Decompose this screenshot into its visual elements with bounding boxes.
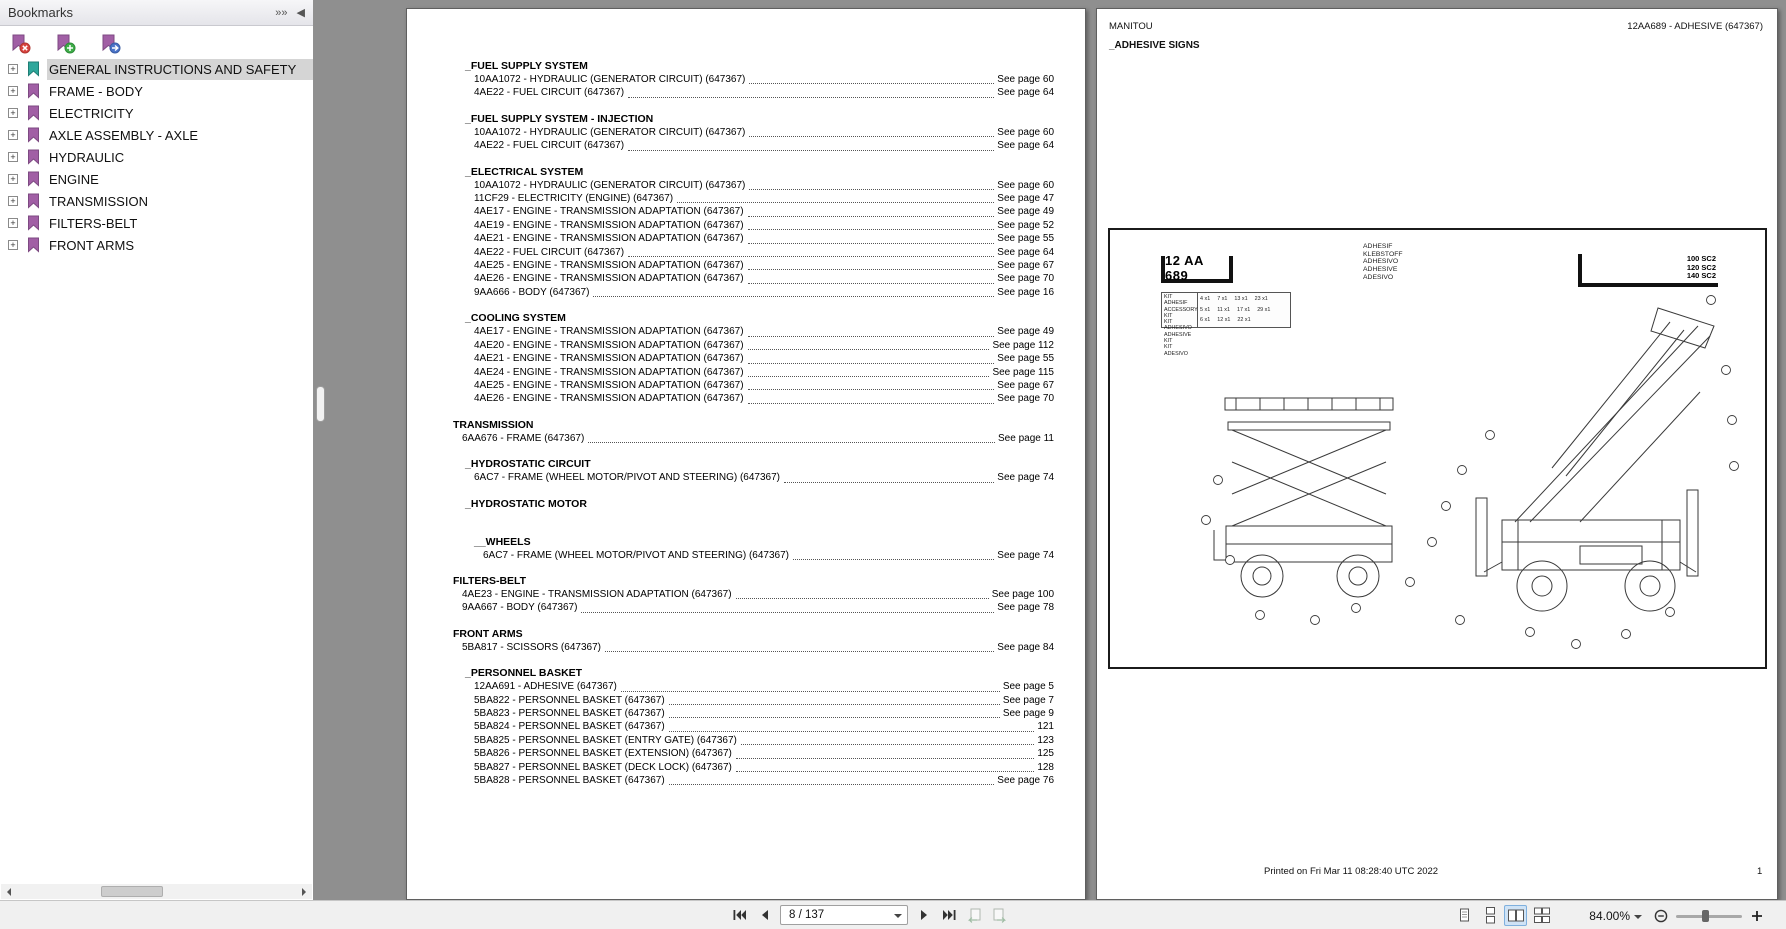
dotted-leader <box>677 202 994 203</box>
bookmark-item[interactable] <box>0 212 313 234</box>
toc-section <box>453 418 1054 445</box>
view-and-zoom-tools <box>1452 905 1766 926</box>
toc-entry[interactable] <box>474 734 1054 747</box>
toc-entry[interactable] <box>474 774 1054 787</box>
toc-entry-label: 4AE21 - ENGINE - TRANSMISSION ADAPTATION (647367) <box>474 353 744 365</box>
toc-entry[interactable] <box>474 73 1054 86</box>
single-page-layout-button[interactable] <box>1452 905 1475 926</box>
bookmark-label: AXLE ASSEMBLY - AXLE <box>49 127 199 143</box>
toc-entry-label: 10AA1072 - HYDRAULIC (GENERATOR CIRCUIT) (647367) <box>474 179 746 191</box>
kit-name-line: KIT ADHESIVO <box>1164 319 1192 332</box>
kit-quantity: 7 x1 <box>1217 296 1228 303</box>
kit-name-line: ACCESSORY KIT <box>1164 306 1198 319</box>
kit-quantity: 23 x1 <box>1254 296 1268 303</box>
toc-entry-page-ref: See page 100 <box>991 588 1054 600</box>
toc-entry-label: 12AA691 - ADHESIVE (647367) <box>474 681 617 693</box>
toc-entry-page-ref: See page 60 <box>997 179 1054 191</box>
toc-section-title: FILTERS-BELT <box>453 574 527 587</box>
toc-entry[interactable] <box>474 680 1054 693</box>
toc-entry-label: 9AA666 - BODY (647367) <box>474 286 590 298</box>
toc-entry[interactable] <box>474 325 1054 338</box>
toc-entry-page-ref: 128 <box>1037 761 1054 773</box>
toc-section <box>453 311 1054 405</box>
next-view-button[interactable] <box>990 905 1008 925</box>
toc-entry[interactable] <box>474 205 1054 218</box>
status-bar <box>0 900 1786 929</box>
toc-entry-label: 5BA828 - PERSONNEL BASKET (647367) <box>474 775 665 786</box>
bookmark-item[interactable] <box>0 58 313 80</box>
document-page-drawing <box>1096 8 1778 900</box>
bookmark-flag-icon <box>26 61 41 77</box>
model-name: 120 SC2 <box>1686 262 1716 272</box>
toc-entry-label: 4AE23 - ENGINE - TRANSMISSION ADAPTATION (647367) <box>462 588 732 600</box>
toc-entry[interactable] <box>474 366 1054 379</box>
dotted-leader <box>669 704 1000 705</box>
toc-entry-label: 5BA826 - PERSONNEL BASKET (EXTENSION) (647367) <box>474 748 732 760</box>
bookmark-flag-icon <box>26 237 41 253</box>
dotted-leader <box>628 150 994 151</box>
toc-section <box>453 666 1054 787</box>
zoom-dropdown-caret-icon[interactable] <box>1634 915 1642 919</box>
dotted-leader <box>736 758 1034 759</box>
bookmark-item[interactable] <box>0 146 313 168</box>
toc-entry-label: 10AA1072 - HYDRAULIC (GENERATOR CIRCUIT) (647367) <box>474 126 746 138</box>
dotted-leader <box>749 189 994 190</box>
kit-quantity: 12 x1 <box>1217 317 1231 324</box>
toc-entry-page-ref: See page 7 <box>1002 694 1054 706</box>
zoom-slider[interactable] <box>1676 908 1742 924</box>
toc-entry[interactable] <box>474 286 1054 299</box>
zoom-slider-track[interactable] <box>1676 915 1742 918</box>
toc-entry[interactable] <box>474 707 1054 720</box>
toc-entry-label: 10AA1072 - HYDRAULIC (GENERATOR CIRCUIT) (647367) <box>474 74 746 85</box>
dotted-leader <box>736 598 989 599</box>
toc-entry-page-ref: See page 67 <box>997 260 1054 272</box>
kit-quantity: 29 x1 <box>1257 306 1271 313</box>
toc-entry-label: 5BA824 - PERSONNEL BASKET (647367) <box>474 721 665 733</box>
dotted-leader <box>593 296 994 297</box>
toc-section-title: _FUEL SUPPLY SYSTEM - INJECTION <box>465 112 654 125</box>
page-number-field[interactable] <box>780 905 908 925</box>
printed-on-footer: Printed on Fri Mar 11 08:28:40 UTC 2022 <box>1264 866 1439 877</box>
toc-entry-page-ref: See page 60 <box>997 74 1054 85</box>
toc-entry-label: 4AE26 - ENGINE - TRANSMISSION ADAPTATION (647367) <box>474 393 744 405</box>
toc-entry-label: 6AC7 - FRAME (WHEEL MOTOR/PIVOT AND STEERING) (647367) <box>474 472 780 484</box>
toc-entry-page-ref: See page 76 <box>997 775 1054 786</box>
toc-entry-page-ref: See page 84 <box>997 641 1054 653</box>
toc-entry[interactable] <box>474 259 1054 272</box>
dotted-leader <box>793 559 994 560</box>
bookmark-item[interactable] <box>0 234 313 256</box>
toc-section <box>453 59 1054 100</box>
dotted-leader <box>669 717 1000 718</box>
toc-entry-label: 11CF29 - ELECTRICITY (ENGINE) (647367) <box>474 193 674 205</box>
toc-entry-page-ref: 125 <box>1037 748 1054 760</box>
toc-entry-label: 5BA822 - PERSONNEL BASKET (647367) <box>474 694 665 706</box>
toc-section-title: FRONT ARMS <box>453 627 523 640</box>
toc-entry[interactable] <box>462 601 1054 614</box>
page-number: 1 <box>1757 866 1763 877</box>
bookmark-flag-icon <box>26 193 41 209</box>
bookmark-flag-icon <box>26 83 41 99</box>
adhesive-language-line: KLEBSTOFF <box>1363 250 1403 258</box>
toc-entry-page-ref: See page 55 <box>997 353 1054 365</box>
bookmarks-horizontal-scrollbar[interactable] <box>1 884 312 899</box>
bookmark-label: FRAME - BODY <box>49 83 143 99</box>
expander-plus-icon[interactable]: + <box>8 130 18 140</box>
toc-entry-page-ref: See page 78 <box>997 602 1054 614</box>
toc-section <box>453 535 1054 562</box>
toc-entry-page-ref: See page 70 <box>997 393 1054 405</box>
toc-entry[interactable] <box>474 747 1054 760</box>
scroll-right-icon[interactable] <box>298 886 310 897</box>
toc-entry-page-ref: See page 64 <box>997 140 1054 152</box>
toc-section <box>453 457 1054 484</box>
toc-entry[interactable] <box>474 272 1054 285</box>
dotted-leader <box>736 771 1034 772</box>
bookmark-item[interactable] <box>0 102 313 124</box>
toc-entry-page-ref: See page 74 <box>997 472 1054 484</box>
dotted-leader <box>669 784 995 785</box>
toc-entry-label: 4AE21 - ENGINE - TRANSMISSION ADAPTATION (647367) <box>474 233 744 245</box>
bookmark-flag-icon <box>26 171 41 187</box>
expander-plus-icon[interactable]: + <box>8 218 18 228</box>
bookmark-flag-icon <box>26 149 41 165</box>
go-to-bookmark-icon[interactable] <box>100 34 122 54</box>
bookmarks-panel-header <box>0 0 313 26</box>
kit-name-line: KIT ADESIVO <box>1164 344 1188 357</box>
dotted-leader <box>741 744 1034 745</box>
expander-plus-icon[interactable]: + <box>8 108 18 118</box>
toc-entry-label: 5BA823 - PERSONNEL BASKET (647367) <box>474 707 665 719</box>
page-header-reference: 12AA689 - ADHESIVE (647367) <box>1627 21 1763 32</box>
toc-entry[interactable] <box>474 219 1054 232</box>
toc-entry-page-ref: See page 11 <box>998 432 1054 444</box>
bookmark-item[interactable] <box>0 168 313 190</box>
zoom-level-value[interactable]: 84.00% <box>1589 908 1630 923</box>
toc-entry-page-ref: See page 16 <box>997 286 1054 298</box>
dotted-leader <box>748 243 995 244</box>
toc-entry-page-ref: See page 60 <box>997 126 1054 138</box>
toc-entry[interactable] <box>462 588 1054 601</box>
toc-entry-label: 5BA827 - PERSONNEL BASKET (DECK LOCK) (647367) <box>474 761 732 773</box>
bookmark-label: GENERAL INSTRUCTIONS AND SAFETY <box>47 59 313 80</box>
new-bookmark-icon[interactable] <box>55 34 77 54</box>
toc-entry-page-ref: See page 49 <box>997 206 1054 218</box>
toc-entry-page-ref: See page 64 <box>997 246 1054 258</box>
dotted-leader <box>588 442 995 443</box>
previous-view-button[interactable] <box>965 905 983 925</box>
adhesive-language-line: ADHESIF <box>1363 243 1393 250</box>
dotted-leader <box>748 269 995 270</box>
model-name: 140 SC2 <box>1686 271 1716 281</box>
dotted-leader <box>748 376 990 377</box>
scroll-left-icon[interactable] <box>3 886 15 897</box>
toc-entry[interactable] <box>474 179 1054 192</box>
toc-entry-page-ref: See page 5 <box>1002 681 1054 693</box>
drawing-frame <box>1108 228 1767 669</box>
continuous-layout-button[interactable] <box>1478 905 1501 926</box>
toc-entry[interactable] <box>474 86 1054 99</box>
bookmark-label: FILTERS-BELT <box>49 215 138 231</box>
toc-section-title: _PERSONNEL BASKET <box>465 667 583 680</box>
toc-entry-label: 4AE25 - ENGINE - TRANSMISSION ADAPTATION (647367) <box>474 260 744 272</box>
kit-quantity: 4 x1 <box>1200 296 1211 303</box>
toc-entry-label: 9AA667 - BODY (647367) <box>462 602 578 614</box>
toc-section-title: _FUEL SUPPLY SYSTEM <box>465 60 588 72</box>
page-number-value: 8 / 137 <box>789 909 825 921</box>
dotted-leader <box>748 229 995 230</box>
page-section-title: _ADHESIVE SIGNS <box>1109 40 1200 51</box>
toc-entry-page-ref: See page 112 <box>992 339 1054 351</box>
toc-entry-label: 4AE17 - ENGINE - TRANSMISSION ADAPTATION (647367) <box>474 326 744 338</box>
toc-entry-label: 5BA817 - SCISSORS (647367) <box>462 641 601 653</box>
dotted-leader <box>628 97 994 98</box>
toc-section <box>453 574 1054 615</box>
toc-section-title: __WHEELS <box>474 535 531 548</box>
kit-quantity: 6 x1 <box>1200 317 1211 324</box>
dotted-leader <box>748 336 995 337</box>
kit-quantity: 13 x1 <box>1234 296 1248 303</box>
expander-plus-icon[interactable]: + <box>8 64 18 74</box>
bookmark-label: HYDRAULIC <box>49 149 125 165</box>
toc-entry-label: 4AE25 - ENGINE - TRANSMISSION ADAPTATION (647367) <box>474 379 744 391</box>
dotted-leader <box>749 83 994 84</box>
toc-section <box>453 497 1054 511</box>
toc-entry[interactable] <box>474 339 1054 352</box>
two-pages-layout-button[interactable] <box>1504 905 1527 926</box>
zoom-out-button[interactable] <box>1652 906 1670 926</box>
toc-entry[interactable] <box>474 379 1054 392</box>
bookmarks-toolbar <box>0 26 313 59</box>
toc-section <box>453 112 1054 153</box>
page-dropdown-caret-icon[interactable] <box>894 914 902 918</box>
toc-entry[interactable] <box>483 549 1054 562</box>
bookmark-item[interactable] <box>0 80 313 102</box>
expander-plus-icon[interactable]: + <box>8 152 18 162</box>
bookmark-flag-icon <box>26 105 41 121</box>
last-page-button[interactable] <box>940 905 958 925</box>
dotted-leader <box>749 136 994 137</box>
next-page-button[interactable] <box>915 905 933 925</box>
toc-entry-label: 4AE19 - ENGINE - TRANSMISSION ADAPTATION (647367) <box>474 219 744 231</box>
bookmark-item[interactable] <box>0 190 313 212</box>
toc-entry[interactable] <box>474 246 1054 259</box>
dotted-leader <box>748 283 995 284</box>
bookmarks-panel <box>0 0 314 900</box>
two-pages-continuous-layout-button[interactable] <box>1530 905 1553 926</box>
bookmark-flag-icon <box>26 215 41 231</box>
table-of-contents <box>453 59 1054 787</box>
bookmark-label: FRONT ARMS <box>49 237 134 253</box>
toc-entry-label: 6AA676 - FRAME (647367) <box>462 432 585 444</box>
adhesive-language-line: ADESIVO <box>1363 273 1394 281</box>
toc-entry[interactable] <box>474 761 1054 774</box>
toc-entry[interactable] <box>474 471 1054 484</box>
toc-entry-page-ref: See page 115 <box>992 366 1054 378</box>
toc-entry-page-ref: See page 74 <box>997 549 1054 561</box>
dotted-leader <box>581 612 994 613</box>
toc-entry-page-ref: 123 <box>1037 734 1054 746</box>
expander-plus-icon[interactable]: + <box>8 174 18 184</box>
toc-entry[interactable] <box>474 720 1054 733</box>
toc-entry[interactable] <box>474 352 1054 365</box>
kit-quantity: 22 x1 <box>1237 317 1251 324</box>
panel-collapse-icon[interactable]: ◀ <box>296 7 305 19</box>
toc-section <box>453 165 1054 300</box>
toc-entry-page-ref: See page 64 <box>997 87 1054 99</box>
dotted-leader <box>748 389 995 390</box>
part-number-box: 12 AA 689 <box>1161 256 1233 283</box>
page-header-brand: MANITOU <box>1109 21 1153 32</box>
expander-plus-icon[interactable]: + <box>8 196 18 206</box>
toc-entry-label: 4AE22 - FUEL CIRCUIT (647367) <box>474 140 625 152</box>
toc-entry-page-ref: See page 49 <box>997 326 1054 338</box>
toc-entry-label: 6AC7 - FRAME (WHEEL MOTOR/PIVOT AND STEERING) (647367) <box>483 549 789 561</box>
adhesive-language-line: ADHESIVE <box>1363 266 1398 274</box>
toc-section-title: _ELECTRICAL SYSTEM <box>465 165 584 178</box>
toc-entry-page-ref: See page 70 <box>997 273 1054 285</box>
page-navigation <box>730 905 1008 925</box>
bookmarks-panel-title: Bookmarks <box>8 5 74 20</box>
panel-options-chevrons-icon[interactable]: »» <box>275 6 288 19</box>
toc-entry-page-ref: See page 52 <box>997 219 1054 231</box>
toc-entry[interactable] <box>462 641 1054 654</box>
toc-section-title: TRANSMISSION <box>453 418 534 431</box>
bookmark-label: ENGINE <box>49 171 99 187</box>
zoom-in-button[interactable] <box>1748 906 1766 926</box>
expander-plus-icon[interactable]: + <box>8 86 18 96</box>
bookmark-label: ELECTRICITY <box>49 105 134 121</box>
kit-quantity: 5 x1 <box>1200 306 1211 313</box>
toc-entry-label: 4AE20 - ENGINE - TRANSMISSION ADAPTATION (647367) <box>474 339 744 351</box>
dotted-leader <box>669 731 1035 732</box>
bookmark-item[interactable] <box>0 124 313 146</box>
kit-name-line: KIT ADHESIF <box>1164 294 1188 307</box>
toc-section-title: _HYDROSTATIC CIRCUIT <box>465 458 591 471</box>
kit-quantity: 17 x1 <box>1237 306 1251 313</box>
bookmark-list <box>0 58 313 256</box>
dotted-leader <box>748 363 995 364</box>
toc-entry[interactable] <box>474 232 1054 245</box>
toc-entry[interactable] <box>474 392 1054 405</box>
dotted-leader <box>628 256 994 257</box>
kit-quantity: 11 x1 <box>1217 306 1230 313</box>
toc-entry[interactable] <box>474 192 1054 205</box>
dotted-leader <box>748 216 995 217</box>
toc-entry-label: 4AE22 - FUEL CIRCUIT (647367) <box>474 87 625 99</box>
toc-entry-label: 4AE24 - ENGINE - TRANSMISSION ADAPTATION (647367) <box>474 366 744 378</box>
expander-plus-icon[interactable]: + <box>8 240 18 250</box>
scrollbar-thumb[interactable] <box>101 886 163 897</box>
toc-section-title: _COOLING SYSTEM <box>465 312 566 325</box>
panel-splitter-grip[interactable] <box>316 386 325 422</box>
toc-entry-label: 4AE17 - ENGINE - TRANSMISSION ADAPTATION (647367) <box>474 206 744 218</box>
toc-entry[interactable] <box>462 432 1054 445</box>
dotted-leader <box>784 482 994 483</box>
document-page-toc <box>406 8 1086 900</box>
delete-bookmark-icon[interactable] <box>10 34 32 54</box>
toc-section <box>453 627 1054 654</box>
toc-entry[interactable] <box>474 694 1054 707</box>
dotted-leader <box>748 349 990 350</box>
toc-entry-label: 5BA825 - PERSONNEL BASKET (ENTRY GATE) (647367) <box>474 734 737 746</box>
toc-entry[interactable] <box>474 139 1054 152</box>
dotted-leader <box>605 651 994 652</box>
previous-page-button[interactable] <box>755 905 773 925</box>
toc-entry-label: 4AE22 - FUEL CIRCUIT (647367) <box>474 246 625 258</box>
zoom-slider-thumb[interactable] <box>1702 910 1709 922</box>
toc-entry-page-ref: See page 55 <box>997 233 1054 245</box>
toc-entry[interactable] <box>474 126 1054 139</box>
dotted-leader <box>621 691 1000 692</box>
kit-name-line: ADHESIVE KIT <box>1164 331 1192 345</box>
toc-entry-page-ref: See page 67 <box>997 379 1054 391</box>
toc-entry-page-ref: See page 47 <box>997 193 1054 205</box>
toc-entry-page-ref: See page 9 <box>1002 707 1054 719</box>
bookmark-label: TRANSMISSION <box>49 193 148 209</box>
dotted-leader <box>748 403 995 404</box>
first-page-button[interactable] <box>730 905 748 925</box>
adhesive-language-line: ADHESIVO <box>1363 258 1399 266</box>
toc-entry-page-ref: 121 <box>1037 721 1054 733</box>
toc-entry-label: 4AE26 - ENGINE - TRANSMISSION ADAPTATION (647367) <box>474 273 744 285</box>
toc-section-title: _HYDROSTATIC MOTOR <box>465 497 587 510</box>
bookmark-flag-icon <box>26 127 41 143</box>
model-name: 100 SC2 <box>1686 254 1716 263</box>
scissor-lift-line-drawing <box>1110 230 1769 671</box>
